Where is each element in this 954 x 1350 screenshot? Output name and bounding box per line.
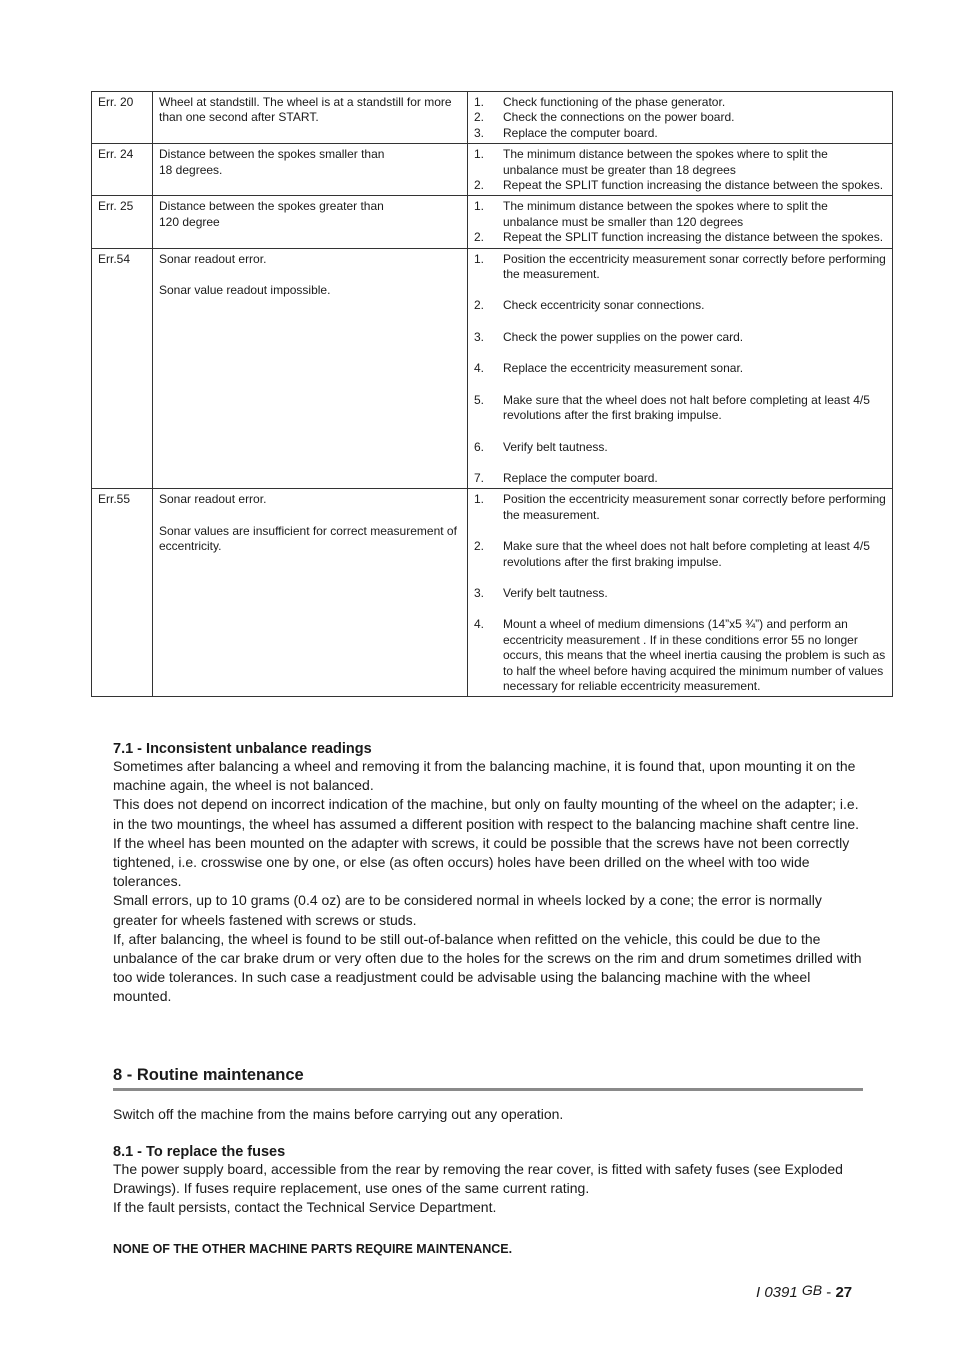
list-item [474,230,886,245]
list-item [474,539,886,570]
item-number: 1. [474,95,485,109]
paragraph: Switch off the machine from the mains before carrying out any operation. [113,1106,564,1122]
section-8 [113,1066,863,1085]
description-line: Sonar readout error. [159,492,267,507]
error-remedies [468,248,893,489]
paragraph: This does not depend on incorrect indication of the machine, but only on faulty mounting of the wheel on the adapter; i.e. in the two mountings, the wheel has assumed a different position with respect to the balancing machine shaft centre line. If the wheel has been mounted on the adapter with screws, it could be possible that the screws have not been correctly tightened, i.e. crosswise one by one, or else (as often occurs) holes have been drilled on the wheel with too wide tolerances. [113,796,860,890]
table-row [92,489,893,697]
paragraph: Sometimes after balancing a wheel and removing it from the balancing machine, it is found that, upon mounting it on the machine again, the wheel is not balanced. [113,758,856,794]
error-code: Err. 20 [92,92,153,144]
section-8-1 [113,1144,863,1218]
description-line: Distance between the spokes greater than 120 degree [159,199,384,229]
item-text: Check the power supplies on the power card. [503,329,744,344]
item-number: 5. [474,392,485,407]
item-number: 2. [474,230,485,245]
item-number: 1. [474,251,485,266]
item-number: 1. [474,492,485,507]
item-number: 4. [474,617,485,632]
item-number: 6. [474,439,485,454]
item-text: Repeat the SPLIT function increasing the distance between the spokes. [503,230,884,245]
error-description [153,489,468,697]
error-code: Err. 24 [92,144,153,196]
list-item [474,393,886,424]
error-description [153,92,468,144]
item-text: Make sure that the wheel does not halt before completing at least 4/5 revolutions after the first braking impulse. [503,539,870,569]
error-remedies [468,144,893,196]
list-item [474,298,886,313]
item-number: 2. [474,178,485,193]
section-heading: 8.1 - To replace the fuses [113,1144,286,1160]
description-line: Sonar readout error. [159,251,267,266]
error-remedies [468,489,893,697]
language-code: GB [801,1282,823,1298]
item-text: Replace the eccentricity measurement sonar. [503,361,744,376]
item-number: 7. [474,470,485,485]
list-item [474,617,886,694]
list-item [474,361,886,376]
footer-separator: - [826,1284,832,1301]
error-code: Err.55 [92,489,153,697]
description-line: Sonar values are insufficient for correct measurement of eccentricity. [159,523,457,554]
error-remedies [468,92,893,144]
item-text: Check functioning of the phase generator. [503,95,726,109]
item-text: The minimum distance between the spokes where to split the unbalance must be greater than 18 degrees [503,147,828,177]
paragraph: If the fault persists, contact the Technical Service Department. [113,1199,497,1216]
note-text: NONE OF THE OTHER MACHINE PARTS REQUIRE MAINTENANCE. [113,1242,513,1256]
list-item [474,110,886,125]
item-number: 2. [474,110,485,125]
item-number: 1. [474,147,485,162]
error-description [153,248,468,489]
item-text: Verify belt tautness. [503,585,608,600]
maintenance-note [113,1242,863,1256]
item-text: Replace the computer board. [503,470,658,485]
list-item [474,178,886,193]
item-text: Verify belt tautness. [503,439,608,454]
item-number: 4. [474,361,485,376]
table-row [92,92,893,144]
list-item [474,147,886,178]
paragraph: If, after balancing, the wheel is found to be still out-of-balance when refitted on the vehicle, this could be due to the unbalance of the car brake drum or very often due to the holes for the screws on the rim and drum sometimes drilled with too wide tolerances. In such case a readjustment could be advisable using the balancing machine with the wheel mounted. [113,930,862,1005]
section-divider [113,1088,863,1091]
description-line: Sonar value readout impossible. [159,283,331,298]
item-number: 1. [474,199,485,214]
section-8-intro [113,1105,863,1124]
description-line: Distance between the spokes smaller than 18 degrees. [159,147,385,177]
section-7-1 [113,741,863,1007]
item-number: 2. [474,539,485,554]
error-code: Err.54 [92,248,153,489]
error-description [153,196,468,248]
page-number: 27 [835,1284,853,1301]
paragraph: The power supply board, accessible from the rear by removing the rear cover, is fitted with safety fuses (see Exploded Drawings). If fuses require replacement, use ones of the same current rating. [113,1161,843,1197]
error-code-table [91,91,893,697]
document-code: I 0391 [756,1284,798,1301]
error-description [153,144,468,196]
table-row [92,196,893,248]
list-item [474,252,886,283]
item-text: Repeat the SPLIT function increasing the distance between the spokes. [503,178,884,193]
item-text: The minimum distance between the spokes where to split the unbalance must be smaller than 120 degrees [503,199,828,229]
error-remedies [468,196,893,248]
item-text: Make sure that the wheel does not halt before completing at least 4/5 revolutions after the first braking impulse. [503,392,870,423]
list-item [474,440,886,455]
list-item [474,586,886,601]
item-text: Check the connections on the power board. [503,110,735,125]
item-text: Replace the computer board. [503,125,658,140]
table-row [92,144,893,196]
list-item [474,126,886,141]
list-item [474,199,886,230]
table-row [92,248,893,489]
item-number: 3. [474,585,485,600]
list-item [474,492,886,523]
item-text: Position the eccentricity measurement sonar correctly before performing the measurement. [503,251,886,282]
item-number: 2. [474,298,485,313]
list-item [474,330,886,345]
item-text: Check eccentricity sonar connections. [503,298,705,313]
section-heading: 7.1 - Inconsistent unbalance readings [113,741,372,757]
error-code: Err. 25 [92,196,153,248]
item-text: Mount a wheel of medium dimensions (14”x5 ¾”) and perform an eccentricity measurement . If in these conditions error 55 no longer occurs, this means that the wheel inertia causing the problem is such as to half the wheel before having acquired the minimum number of values necessary for reliable eccentricity measurement. [503,617,886,693]
item-number: 3. [474,125,485,140]
paragraph: Small errors, up to 10 grams (0.4 oz) are to be considered normal in wheels locked by a cone; the error is normally greater for wheels fastened with screws or studs. [113,892,822,928]
item-number: 3. [474,329,485,344]
description-line: Wheel at standstill. The wheel is at a standstill for more than one second after START. [159,95,452,125]
list-item [474,471,886,486]
section-heading: 8 - Routine maintenance [113,1066,304,1084]
page-footer [756,1284,852,1301]
list-item [474,95,886,110]
item-text: Position the eccentricity measurement sonar correctly before performing the measurement. [503,492,886,522]
